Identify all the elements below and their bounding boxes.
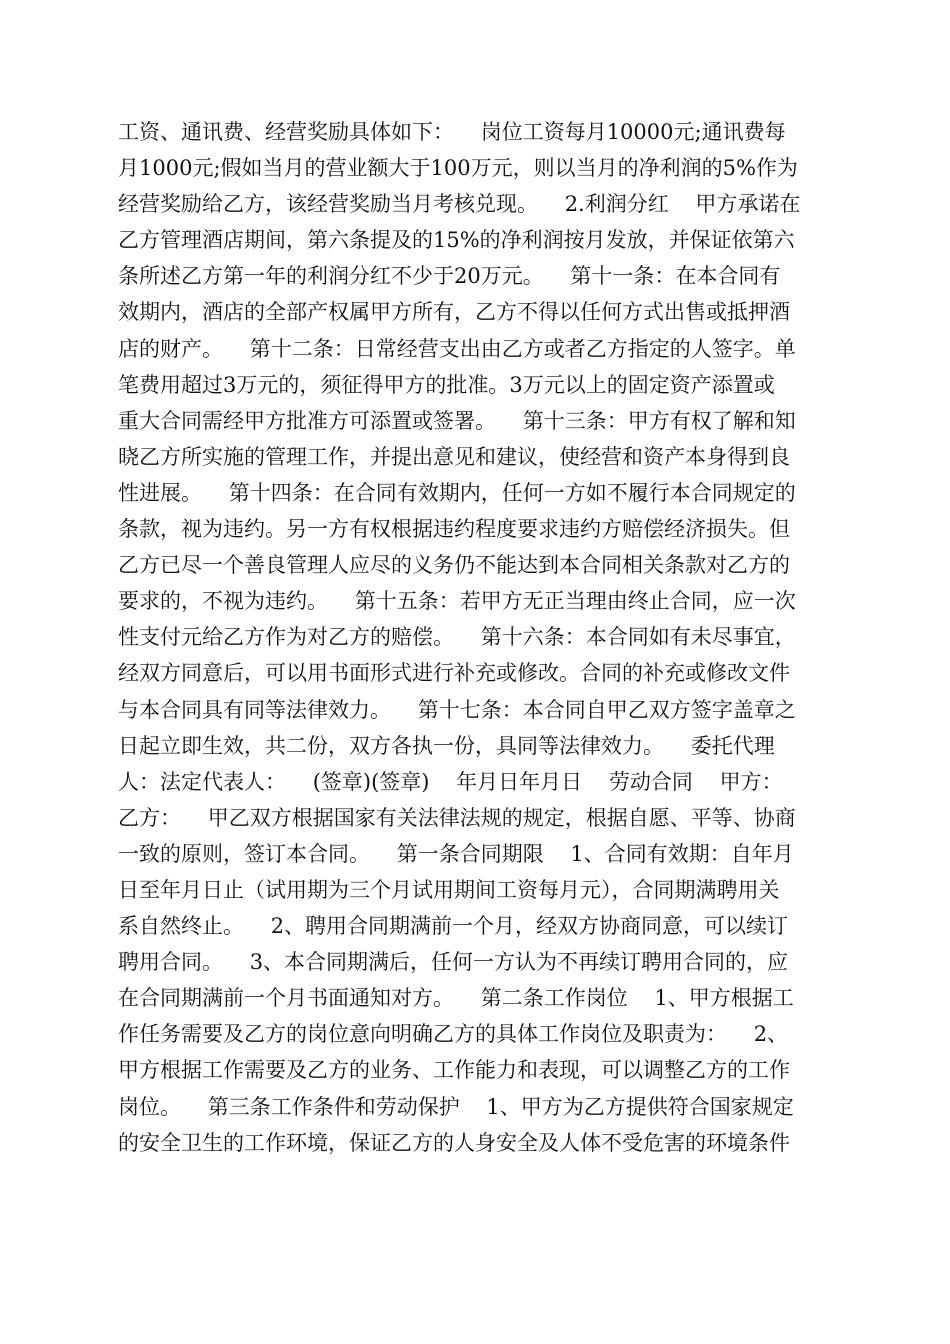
text-line: 条款，视为违约。另一方有权根据违约程度要求违约方赔偿经济损失。但 — [118, 517, 790, 542]
text-line: 性进展。 第十四条：在合同有效期内，任何一方如不履行本合同规定的 — [118, 480, 796, 505]
text-line: 的安全卫生的工作环境，保证乙方的人身安全及人体不受危害的环境条件 — [118, 1130, 790, 1155]
text-line: 系自然终止。 2、聘用合同期满前一个月，经双方协商同意，可以续订 — [118, 914, 789, 939]
text-line: 笔费用超过3万元的，须征得甲方的批准。3万元以上的固定资产添置或 — [118, 372, 775, 397]
text-line: 日至年月日止（试用期为三个月试用期间工资每月元），合同期满聘用关 — [118, 877, 780, 902]
text-line: 作任务需要及乙方的岗位意向明确乙方的具体工作岗位及职责为： 2、 — [118, 1022, 789, 1047]
text-line: 条所述乙方第一年的利润分红不少于20万元。 第十一条：在本合同有 — [118, 264, 781, 289]
text-line: 人：法定代表人： (签章)(签章) 年月日年月日 劳动合同 甲方： — [118, 769, 783, 794]
text-line: 一致的原则，签订本合同。 第一条合同期限 1、合同有效期：自年月 — [118, 841, 794, 866]
text-line: 晓乙方所实施的管理工作，并提出意见和建议，使经营和资产本身得到良 — [118, 444, 790, 469]
text-line: 月1000元;假如当月的营业额大于100万元，则以当月的净利润的5%作为 — [118, 156, 798, 181]
text-line: 经营奖励给乙方，该经营奖励当月考核兑现。 2.利润分红 甲方承诺在 — [118, 192, 801, 217]
text-line: 岗位。 第三条工作条件和劳动保护 1、甲方为乙方提供符合国家规定 — [118, 1094, 794, 1119]
text-line: 日起立即生效，共二份，双方各执一份，具同等法律效力。 委托代理 — [118, 733, 775, 758]
text-line: 经双方同意后，可以用书面形式进行补充或修改。合同的补充或修改文件 — [118, 661, 790, 686]
text-line: 甲方根据工作需要及乙方的业务、工作能力和表现，可以调整乙方的工作 — [118, 1058, 790, 1083]
text-line: 效期内，酒店的全部产权属甲方所有，乙方不得以任何方式出售或抵押酒 — [118, 300, 790, 325]
text-line: 在合同期满前一个月书面通知对方。 第二条工作岗位 1、甲方根据工 — [118, 986, 794, 1011]
text-line: 聘用合同。 3、本合同期满后，任何一方认为不再续订聘用合同的，应 — [118, 950, 789, 975]
text-line: 与本合同具有同等法律效力。 第十七条：本合同自甲乙双方签字盖章之 — [118, 697, 796, 722]
text-line: 性支付元给乙方作为对乙方的赔偿。 第十六条：本合同如有未尽事宜， — [118, 625, 796, 650]
text-line: 要求的，不视为违约。 第十五条：若甲方无正当理由终止合同，应一次 — [118, 589, 796, 614]
text-line: 乙方管理酒店期间，第六条提及的15%的净利润按月发放，并保证依第六 — [118, 228, 795, 253]
text-line: 重大合同需经甲方批准方可添置或签署。 第十三条：甲方有权了解和知 — [118, 408, 796, 433]
text-line: 乙方： 甲乙双方根据国家有关法律法规的规定，根据自愿、平等、协商 — [118, 805, 796, 830]
document-body — [118, 114, 838, 1161]
text-line: 工资、通讯费、经营奖励具体如下： 岗位工资每月10000元;通讯费每 — [118, 120, 786, 144]
text-line: 乙方已尽一个善良管理人应尽的义务仍不能达到本合同相关条款对乙方的 — [118, 553, 790, 578]
text-line: 店的财产。 第十二条：日常经营支出由乙方或者乙方指定的人签字。单 — [118, 336, 796, 361]
